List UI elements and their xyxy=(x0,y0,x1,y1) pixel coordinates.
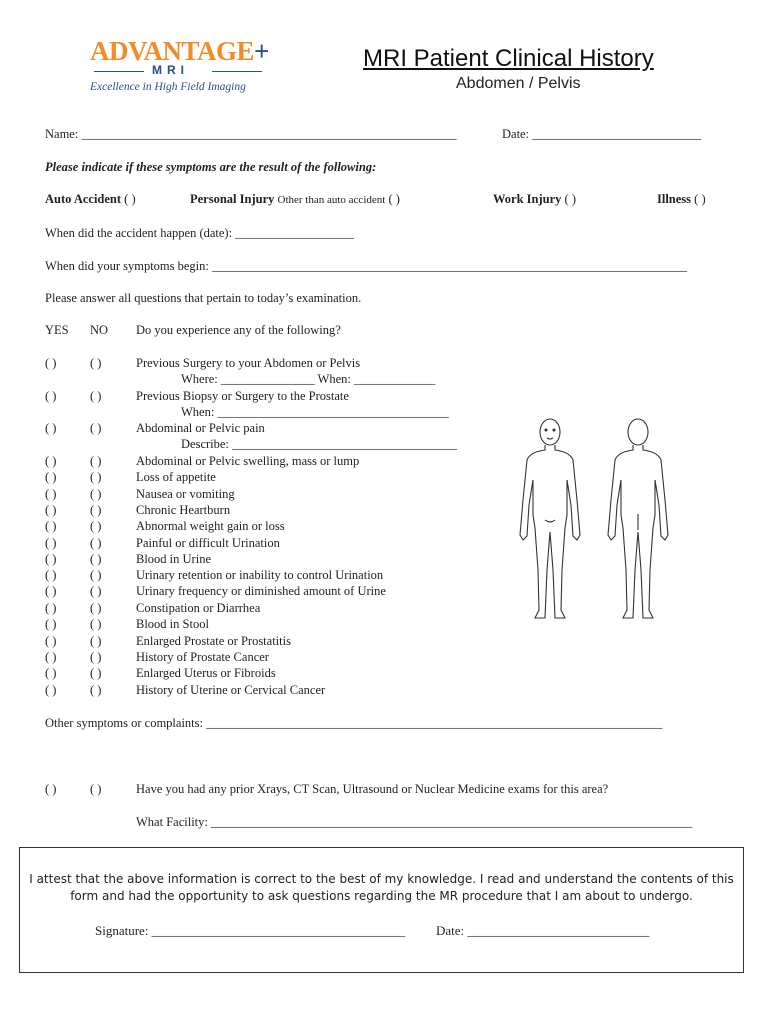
name-field[interactable]: Name: ____________________________________________________________ xyxy=(45,127,457,141)
no-checkbox-1[interactable]: ( ) xyxy=(90,356,102,370)
no-checkbox-7[interactable]: ( ) xyxy=(90,503,102,517)
question-9: Painful or difficult Urination xyxy=(136,536,280,550)
no-checkbox-17[interactable]: ( ) xyxy=(90,666,102,680)
prior-exam-no-checkbox[interactable]: ( ) xyxy=(90,782,102,796)
yes-checkbox-12[interactable]: ( ) xyxy=(45,584,57,598)
question-7: Chronic Heartburn xyxy=(136,503,231,517)
signature-field[interactable]: Signature: _______________________________________ xyxy=(95,923,406,938)
no-checkbox-15[interactable]: ( ) xyxy=(90,634,102,648)
surgery-where-when-field[interactable]: Where: _______________ When: _____________ xyxy=(181,372,436,386)
no-checkbox-12[interactable]: ( ) xyxy=(90,584,102,598)
question-6: Nausea or vomiting xyxy=(136,487,235,501)
logo-brand: ADVANTAGE+ xyxy=(90,36,269,66)
form-subtitle: Abdomen / Pelvis xyxy=(456,75,581,92)
question-10: Blood in Urine xyxy=(136,552,211,566)
yes-checkbox-14[interactable]: ( ) xyxy=(45,617,57,631)
body-back-figure xyxy=(608,419,668,618)
yes-checkbox-4[interactable]: ( ) xyxy=(45,454,57,468)
yes-checkbox-6[interactable]: ( ) xyxy=(45,487,57,501)
question-11: Urinary retention or inability to control Urination xyxy=(136,568,384,582)
question-4: Abdominal or Pelvic swelling, mass or lump xyxy=(136,454,360,468)
yes-checkbox-3[interactable]: ( ) xyxy=(45,421,57,435)
yes-checkbox-11[interactable]: ( ) xyxy=(45,568,57,582)
yes-checkbox-15[interactable]: ( ) xyxy=(45,634,57,648)
illness-label: Illness xyxy=(657,192,692,206)
yes-checkbox-16[interactable]: ( ) xyxy=(45,650,57,664)
form-title: MRI Patient Clinical History xyxy=(363,45,654,72)
attestation-date-field[interactable]: Date: ____________________________ xyxy=(436,923,650,938)
no-checkbox-18[interactable]: ( ) xyxy=(90,683,102,697)
yes-checkbox-10[interactable]: ( ) xyxy=(45,552,57,566)
accident-date-field[interactable]: When did the accident happen (date): ___________________ xyxy=(45,226,354,240)
yes-checkbox-7[interactable]: ( ) xyxy=(45,503,57,517)
question-14: Blood in Stool xyxy=(136,617,209,631)
attestation-box xyxy=(19,847,744,973)
question-18: History of Uterine or Cervical Cancer xyxy=(136,683,326,697)
symptoms-begin-field[interactable]: When did your symptoms begin: ____________________________________________________________________________ xyxy=(45,259,687,273)
logo-plus: + xyxy=(254,36,269,66)
question-2: Previous Biopsy or Surgery to the Prostate xyxy=(136,389,349,403)
no-checkbox-13[interactable]: ( ) xyxy=(90,601,102,615)
prior-exam-yes-checkbox[interactable]: ( ) xyxy=(45,782,57,796)
question-1: Previous Surgery to your Abdomen or Pelvis xyxy=(136,356,361,370)
other-symptoms-field[interactable]: Other symptoms or complaints: _________________________________________________________________________ xyxy=(45,716,663,730)
instruction-text: Please indicate if these symptoms are the result of the following: xyxy=(45,160,377,174)
logo-line-left xyxy=(94,71,144,72)
question-5: Loss of appetite xyxy=(136,470,216,484)
no-checkbox-16[interactable]: ( ) xyxy=(90,650,102,664)
personal-injury-checkbox[interactable]: ( ) xyxy=(388,192,400,206)
yes-checkbox-5[interactable]: ( ) xyxy=(45,470,57,484)
biopsy-when-field[interactable]: When: _____________________________________ xyxy=(181,405,449,419)
pain-describe-field[interactable]: Describe: ____________________________________ xyxy=(181,437,458,451)
question-header: Do you experience any of the following? xyxy=(136,323,341,337)
yes-checkbox-18[interactable]: ( ) xyxy=(45,683,57,697)
auto-accident-option xyxy=(45,192,136,207)
prior-exam-question: Have you had any prior Xrays, CT Scan, Ultrasound or Nuclear Medicine exams for this area? xyxy=(136,782,609,796)
attestation-line-2: form and had the opportunity to ask questions regarding the MR procedure that I am about to undergo. xyxy=(70,889,693,903)
yes-checkbox-17[interactable]: ( ) xyxy=(45,666,57,680)
answer-all-text: Please answer all questions that pertain to today’s examination. xyxy=(45,291,362,305)
auto-accident-label: Auto Accident xyxy=(45,192,122,206)
no-checkbox-10[interactable]: ( ) xyxy=(90,552,102,566)
no-checkbox-2[interactable]: ( ) xyxy=(90,389,102,403)
no-header: NO xyxy=(90,323,109,337)
no-checkbox-3[interactable]: ( ) xyxy=(90,421,102,435)
logo-line-right xyxy=(212,71,262,72)
question-12: Urinary frequency or diminished amount of Urine xyxy=(136,584,386,598)
body-front-figure xyxy=(520,419,580,618)
no-checkbox-4[interactable]: ( ) xyxy=(90,454,102,468)
personal-injury-label: Personal Injury xyxy=(190,192,275,206)
yes-checkbox-2[interactable]: ( ) xyxy=(45,389,57,403)
auto-accident-checkbox[interactable]: ( ) xyxy=(124,192,136,206)
facility-field[interactable]: What Facility: _____________________________________________________________________________ xyxy=(136,815,693,829)
yes-checkbox-1[interactable]: ( ) xyxy=(45,356,57,370)
no-checkbox-11[interactable]: ( ) xyxy=(90,568,102,582)
yes-header: YES xyxy=(45,323,69,337)
date-field[interactable]: Date: ___________________________ xyxy=(502,127,701,141)
question-13: Constipation or Diarrhea xyxy=(136,601,261,615)
no-checkbox-6[interactable]: ( ) xyxy=(90,487,102,501)
logo-mri: MRI xyxy=(152,63,189,77)
yes-checkbox-9[interactable]: ( ) xyxy=(45,536,57,550)
illness-checkbox[interactable]: ( ) xyxy=(694,192,706,206)
attestation-line-1: I attest that the above information is correct to the best of my knowledge. I read and understand the contents of this xyxy=(29,872,734,886)
question-8: Abnormal weight gain or loss xyxy=(136,519,285,533)
no-checkbox-5[interactable]: ( ) xyxy=(90,470,102,484)
no-checkbox-14[interactable]: ( ) xyxy=(90,617,102,631)
question-17: Enlarged Uterus or Fibroids xyxy=(136,666,276,680)
question-3: Abdominal or Pelvic pain xyxy=(136,421,265,435)
work-injury-checkbox[interactable]: ( ) xyxy=(564,192,576,206)
body-diagram xyxy=(505,410,685,635)
question-15: Enlarged Prostate or Prostatitis xyxy=(136,634,291,648)
work-injury-label: Work Injury xyxy=(493,192,562,206)
logo-tagline: Excellence in High Field Imaging xyxy=(90,81,246,93)
personal-injury-note: Other than auto accident xyxy=(277,194,386,206)
no-checkbox-9[interactable]: ( ) xyxy=(90,536,102,550)
no-checkbox-8[interactable]: ( ) xyxy=(90,519,102,533)
yes-checkbox-13[interactable]: ( ) xyxy=(45,601,57,615)
work-injury-option xyxy=(493,192,576,207)
yes-checkbox-8[interactable]: ( ) xyxy=(45,519,57,533)
personal-injury-option xyxy=(190,192,400,207)
question-16: History of Prostate Cancer xyxy=(136,650,269,664)
illness-option xyxy=(657,192,706,207)
